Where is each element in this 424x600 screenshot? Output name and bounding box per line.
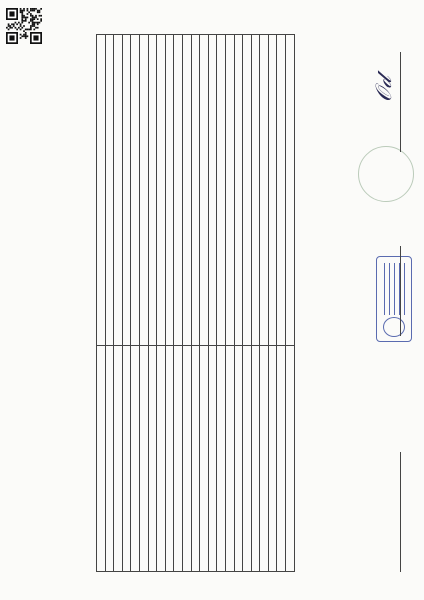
row-value [268,35,277,346]
row-label [268,346,277,572]
table-band [97,35,106,572]
signature-line-left [400,452,401,572]
table-row [260,35,269,572]
row-label [260,346,269,572]
row-label [157,346,166,572]
band-cell [97,35,106,346]
row-label [182,346,191,572]
row-value [105,35,114,346]
table-row [182,35,191,572]
row-value [225,35,234,346]
row-label [243,346,252,572]
row-label [225,346,234,572]
row-value [277,35,286,346]
row-value [139,35,148,346]
row-value [182,35,191,346]
row-label [148,346,157,572]
table-row [139,35,148,572]
row-label [200,346,209,572]
table-row [251,35,260,572]
data-table-wrapper [96,34,295,572]
row-label [277,346,286,572]
table-row [208,35,217,572]
row-label [217,346,226,572]
row-label [131,346,140,572]
row-label [139,346,148,572]
table-row [174,35,183,572]
row-value [251,35,260,346]
row-value [200,35,209,346]
signature-line-right [400,52,401,152]
row-value [165,35,174,346]
signature-line-mid [400,246,401,336]
table-row [217,35,226,572]
table-row [286,35,295,572]
table-row [122,35,131,572]
row-label [286,346,295,572]
row-value [243,35,252,346]
row-label [174,346,183,572]
row-label [191,346,200,572]
row-value [122,35,131,346]
row-value [131,35,140,346]
handwritten-signature-icon: 𝒪𝒹 [372,77,397,102]
row-label [251,346,260,572]
row-value [114,35,123,346]
table-row [277,35,286,572]
row-value [157,35,166,346]
row-value [286,35,295,346]
seal-icon [358,146,414,202]
row-label [208,346,217,572]
table-row [157,35,166,572]
band-cell [97,346,106,572]
row-value [191,35,200,346]
row-label [114,346,123,572]
table-row [268,35,277,572]
row-value [174,35,183,346]
row-value [234,35,243,346]
row-value [217,35,226,346]
table-row [243,35,252,572]
table-row [131,35,140,572]
stamp [376,256,412,342]
row-label [165,346,174,572]
table-row [148,35,157,572]
table-row [200,35,209,572]
signature-row [372,34,412,572]
table-row [191,35,200,572]
qr-code-icon [6,8,42,44]
row-label [122,346,131,572]
table-row [225,35,234,572]
row-label [234,346,243,572]
row-value [260,35,269,346]
table-row [114,35,123,572]
emblem-icon [383,317,405,337]
table-row [234,35,243,572]
data-table [96,34,295,572]
table-row [165,35,174,572]
table-row [105,35,114,572]
row-label [105,346,114,572]
row-value [148,35,157,346]
row-value [208,35,217,346]
